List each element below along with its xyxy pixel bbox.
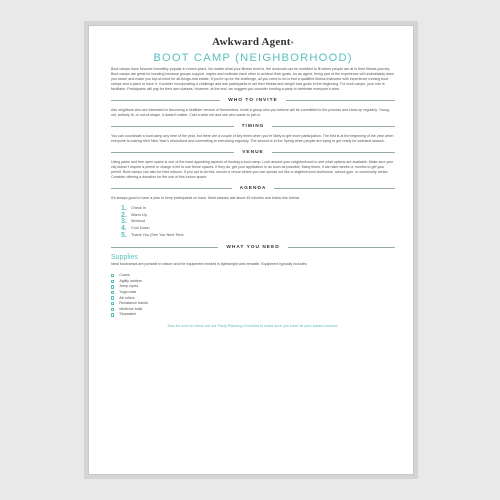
agenda-item (121, 232, 395, 239)
divider (111, 247, 218, 248)
section-heading: VENUE (242, 150, 264, 155)
supply-label: Jump ropes (119, 284, 139, 289)
checkbox[interactable] (111, 302, 114, 305)
timing-paragraph: You can coordinate a boot camp any time of the year, but there are a couple of key times when you’re likely to get more participation. The first is at the beginning of the year when everyone is making their New Year’s resolutions and committing to exercising regularly. The second is in the Spring when people are trying to get ready for swimsuit season. (111, 134, 394, 143)
supplies-heading: Supplies (111, 253, 138, 261)
document-page (88, 25, 414, 475)
page-title: BOOT CAMP (NEIGHBORHOOD) (153, 52, 353, 64)
who-paragraph: Ask neighbors who are interested in becoming a healthier version of themselves. Invite a group who you believe will be committed to the process and show up regularly. Young, old, actively fit, or out-of-shape, it doesn’t matter. Cast a wide net and see who wants to join in. (111, 108, 390, 117)
checkbox[interactable] (111, 285, 114, 288)
agenda-item (121, 219, 395, 226)
supply-label: Cones (119, 273, 130, 278)
agenda-label: Check In (131, 205, 146, 210)
registered-mark: ® (290, 40, 294, 45)
agenda-number: 5. (121, 232, 127, 240)
section-heading: TIMING (241, 124, 265, 129)
agenda-label: Cool Down (131, 226, 150, 231)
supply-label: Medicine balls (119, 306, 143, 311)
agenda-list (121, 205, 395, 239)
agenda-item (121, 212, 395, 219)
checkbox[interactable] (111, 313, 114, 316)
supply-label: Resistance bands (119, 301, 148, 306)
checkbox[interactable] (111, 291, 114, 294)
section-heading: AGENDA (239, 186, 267, 191)
divider (111, 126, 234, 127)
section-heading: WHO TO INVITE (228, 98, 278, 103)
agenda-number: 3. (121, 218, 127, 226)
agenda-paragraph: It’s always good to have a plan to keep participants on track. Most classes last about 45 minutes and follow this format. (111, 196, 300, 200)
divider (286, 100, 395, 101)
supply-label: Agility ladders (119, 278, 142, 283)
divider (274, 188, 395, 189)
section-agenda-header (111, 186, 395, 191)
agenda-item (121, 205, 395, 212)
checkbox[interactable] (111, 274, 114, 277)
agenda-number: 1. (121, 204, 127, 212)
divider (288, 247, 395, 248)
brand-logo (111, 36, 395, 52)
supplies-paragraph: Ideal bootcamps are portable in nature and the equipment needed is lightweight and versatile. Equipment typically includes: (111, 261, 308, 266)
supply-label: Stopwatch (119, 312, 137, 317)
agenda-label: Workout (131, 219, 146, 224)
footer-note: Also be sure to check out our Party Planning Checklist to make sure you have all your bases covered. (167, 323, 339, 328)
divider (111, 100, 220, 101)
divider (111, 188, 232, 189)
divider (111, 152, 234, 153)
supply-label: Yoga mats (119, 290, 137, 295)
intro-paragraph: Boot camps have become incredibly popular in recent years. No matter what your fitness level is, the workouts can be modified to fit where people are at in their fitness journey. Boot camps are great for bonding because groups support, inspire and motivate each other to achieve their goals. As an agent, being part of the experience will undoubtably draw you closer and make you top-of-mind for all-things-real estate. If you’re up for the challenge, all you need to do is find a qualified fitness instructor with experience running boot camps and a place to have it. Consider incorporating a challenge and ask participants to set their fitness and weight loss goals in the beginning. For boot camps, your role is facilitator. Participants will pay for their own classes. However, at the end, we suggest you consider hosting a party to celebrate everyone’s wins. (111, 67, 394, 91)
brand-name: Awkward Agent (212, 36, 291, 48)
checkbox[interactable] (111, 280, 114, 283)
divider (272, 126, 395, 127)
section-need-header (111, 245, 395, 250)
checkbox[interactable] (111, 296, 114, 299)
section-timing-header (111, 124, 395, 129)
section-heading: WHAT YOU NEED (226, 244, 280, 250)
supply-item (111, 312, 395, 318)
agenda-number: 4. (121, 225, 127, 233)
agenda-label: Thank You (See You Next Time (131, 233, 184, 238)
section-venue-header (111, 150, 395, 155)
agenda-label: Warm Up (131, 212, 147, 217)
agenda-number: 2. (121, 211, 127, 219)
agenda-item (121, 225, 395, 232)
section-who-header (111, 98, 395, 103)
document-content (111, 36, 395, 329)
checkbox[interactable] (111, 308, 114, 311)
venue-paragraph: Using parks and free open space is one of the most appealing aspects of hosting a boot camp. Look around your neighborhood to see what options are available. Make sure your city doesn’t require a permit or charge a fee to use these spaces. If they do, get your application in as soon as possible. Many times, it can take weeks or months to get your permit. Boot camps can also be held indoors. If you opt to do this, secure a venue where you can spread out like a neighborhood clubhouse, school gym, or community center. Consider offering a donation for the use of this indoor space. (111, 160, 394, 179)
divider (272, 152, 395, 153)
supply-label: Ab rollers (119, 295, 135, 300)
supplies-checklist (111, 273, 395, 318)
